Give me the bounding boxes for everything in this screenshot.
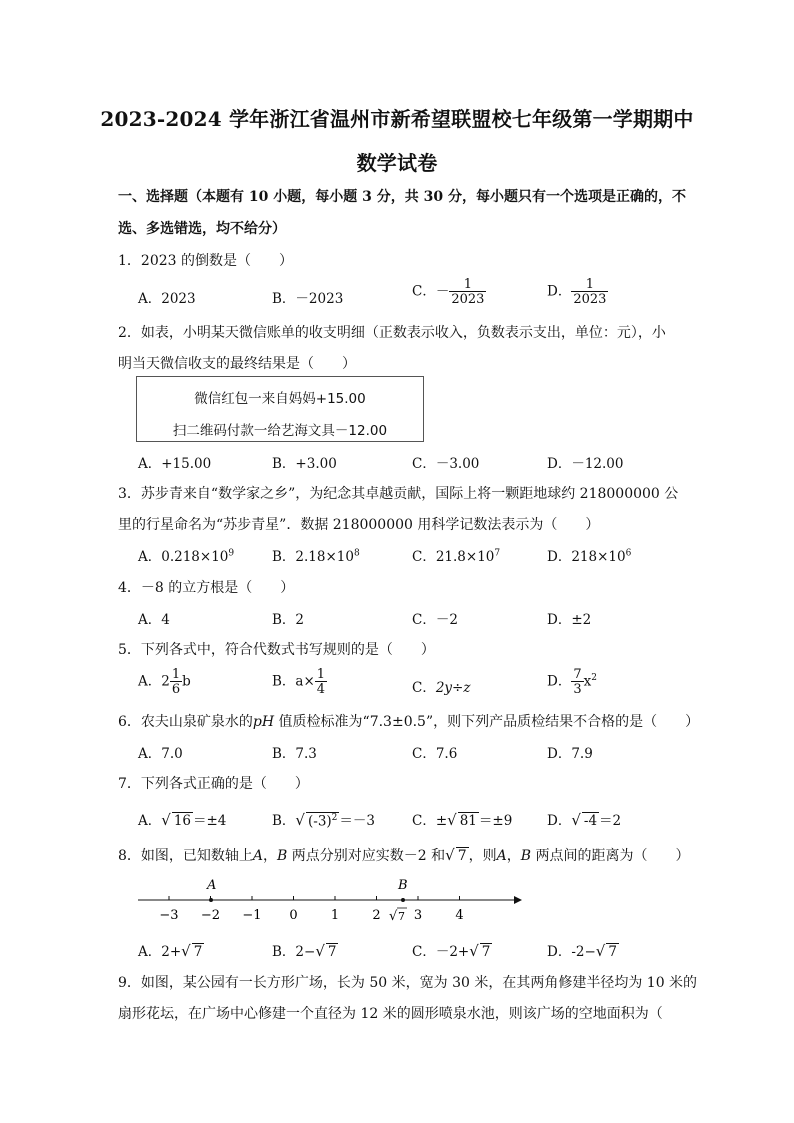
q4-option-d: D．±2 bbox=[547, 612, 592, 628]
q2-bill-row2: 扫二维码付款一给艺海文具－12.00 bbox=[172, 423, 388, 439]
q5-stem: 5．下列各式中，符合代数式书写规则的是（ ） bbox=[118, 642, 435, 658]
q3-option-a: A．$0.218\times 10^9$ bbox=[138, 548, 235, 565]
section-heading-line1: 一、选择题（本题有 10 小题，每小题 3 分，共 30 分，每小题只有一个选项是正确的，不 bbox=[118, 189, 686, 205]
q3-stem-line1: 3．苏步青来自“数学家之乡”，为纪念其卓越贡献，国际上将一颗距地球约 218000000 公 bbox=[118, 486, 679, 502]
q2-stem-line1: 2．如表，小明某天微信账单的收支明细（正数表示收入，负数表示支出，单位：元），小 bbox=[118, 325, 666, 341]
q5-option-b: B．a× $\frac{1}{4}$ bbox=[272, 667, 326, 697]
axis-tick-label: 4 bbox=[455, 908, 464, 923]
q8-option-a: A．2+√ 7 bbox=[138, 942, 203, 960]
q4-option-a: A．4 bbox=[138, 612, 170, 628]
q8-option-c: C．－2+√ 7 bbox=[412, 942, 491, 960]
q2-bill-row1: 微信红包一来自妈妈+15.00 bbox=[194, 391, 366, 407]
q8-option-b: B．2−√ 7 bbox=[272, 942, 337, 960]
q9-stem-line2: 扇形花坛，在广场中心修建一个直径为 12 米的圆形喷泉水池，则该广场的空地面积为（ bbox=[118, 1006, 663, 1022]
q1-option-c: C．－ $\frac{1}{2023}$ bbox=[412, 277, 485, 307]
q7-option-c: C．±√ 81 ＝±9 bbox=[412, 811, 513, 829]
q8-stem: 8．如图，已知数轴上A，B 两点分别对应实数－2 和√ 7 ，则A，B 两点间的距离为（ ） bbox=[118, 846, 690, 864]
q2-option-a: A．+15.00 bbox=[138, 456, 212, 472]
q2-option-d: D．－12.00 bbox=[547, 456, 624, 472]
q7-option-d: D．√ -4 ＝2 bbox=[547, 811, 622, 829]
q1-option-a: A．2023 bbox=[138, 291, 196, 307]
axis-tick-label: 2 bbox=[372, 908, 381, 923]
q5-option-d: D． $\frac{7}{3}$ $x^2$ bbox=[547, 667, 597, 697]
q6-option-b: B．7.3 bbox=[272, 746, 317, 762]
q7-option-a: A．√ 16 ＝±4 bbox=[138, 811, 227, 829]
q1-stem: 1．2023 的倒数是（ ） bbox=[118, 253, 293, 269]
q1-option-d: D． $\frac{1}{2023}$ bbox=[547, 277, 607, 307]
q7-option-b: B．√ $(-3)^2 =-3$ bbox=[272, 811, 375, 829]
sqrt-sign: √ bbox=[389, 909, 398, 924]
exam-title-line2: 数学试卷 bbox=[356, 151, 438, 175]
axis-tick-label: 1 bbox=[330, 908, 340, 923]
point-b-dot bbox=[401, 898, 405, 902]
section-heading-line2: 选、多选错选，均不给分） bbox=[118, 221, 286, 237]
q5-option-a: A．2 $\frac{1}{6}$ b bbox=[138, 667, 191, 697]
q2-option-c: C．－3.00 bbox=[412, 456, 480, 472]
axis-tick-label: −3 bbox=[159, 908, 179, 923]
axis-arrow bbox=[514, 896, 522, 904]
q7-stem: 7．下列各式正确的是（ ） bbox=[118, 776, 309, 792]
q8-number-line bbox=[130, 872, 530, 926]
q4-stem: 4．－8 的立方根是（ ） bbox=[118, 580, 295, 596]
q8-option-d: D．-2−√ 7 bbox=[547, 942, 617, 960]
point-b-label: B bbox=[398, 878, 408, 893]
q3-option-c: C．$21.8\times 10^7$ bbox=[412, 548, 501, 565]
q1-c-fraction: $\frac{1}{2023}$ bbox=[451, 277, 485, 307]
q1-option-b: B．－2023 bbox=[272, 291, 344, 307]
q3-option-b: B．$2.18\times 10^8$ bbox=[272, 548, 360, 565]
q6-option-c: C．7.6 bbox=[412, 746, 458, 762]
q2-stem-line2: 明当天微信收支的最终结果是（ ） bbox=[118, 356, 356, 372]
q5-a-fraction: $\frac{1}{6}$ bbox=[171, 667, 181, 697]
axis-tick-label: 3 bbox=[413, 908, 423, 923]
q2-option-b: B．+3.00 bbox=[272, 456, 337, 472]
q2-bill-table bbox=[136, 376, 424, 442]
axis-tick-label: −1 bbox=[242, 908, 262, 923]
q3-stem-line2: 里的行星命名为“苏步青星”．数据 218000000 用科学记数法表示为（ ） bbox=[118, 517, 600, 533]
axis-tick-label: 0 bbox=[289, 908, 298, 923]
sqrt-label: 7 bbox=[398, 910, 405, 923]
axis-tick-label: −2 bbox=[200, 908, 221, 923]
q4-option-c: C．－2 bbox=[412, 612, 458, 628]
q6-option-a: A．7.0 bbox=[138, 746, 183, 762]
q3-option-d: D．$218\times 10^6$ bbox=[547, 548, 632, 565]
q1-d-fraction: $\frac{1}{2023}$ bbox=[573, 277, 607, 307]
q6-option-d: D．7.9 bbox=[547, 746, 593, 762]
q5-option-c: C．2y÷z bbox=[412, 680, 471, 696]
exam-title-line1: 2023-2024 学年浙江省温州市新希望联盟校七年级第一学期期中 bbox=[100, 107, 694, 131]
point-a-label: A bbox=[207, 878, 217, 893]
q5-d-fraction: $\frac{7}{3}$ bbox=[573, 667, 582, 697]
q9-stem-line1: 9．如图，某公园有一长方形广场，长为 50 米，宽为 30 米，在其两角修建半径均为 10 米的 bbox=[118, 975, 698, 991]
q4-option-b: B．2 bbox=[272, 612, 305, 628]
q6-stem: 6．农夫山泉矿泉水的pH 值质检标准为“7.3±0.5”，则下列产品质检结果不合格的是（ ） bbox=[118, 714, 700, 730]
q5-b-fraction: $\frac{1}{4}$ bbox=[316, 667, 326, 697]
point-a-dot bbox=[209, 898, 213, 902]
